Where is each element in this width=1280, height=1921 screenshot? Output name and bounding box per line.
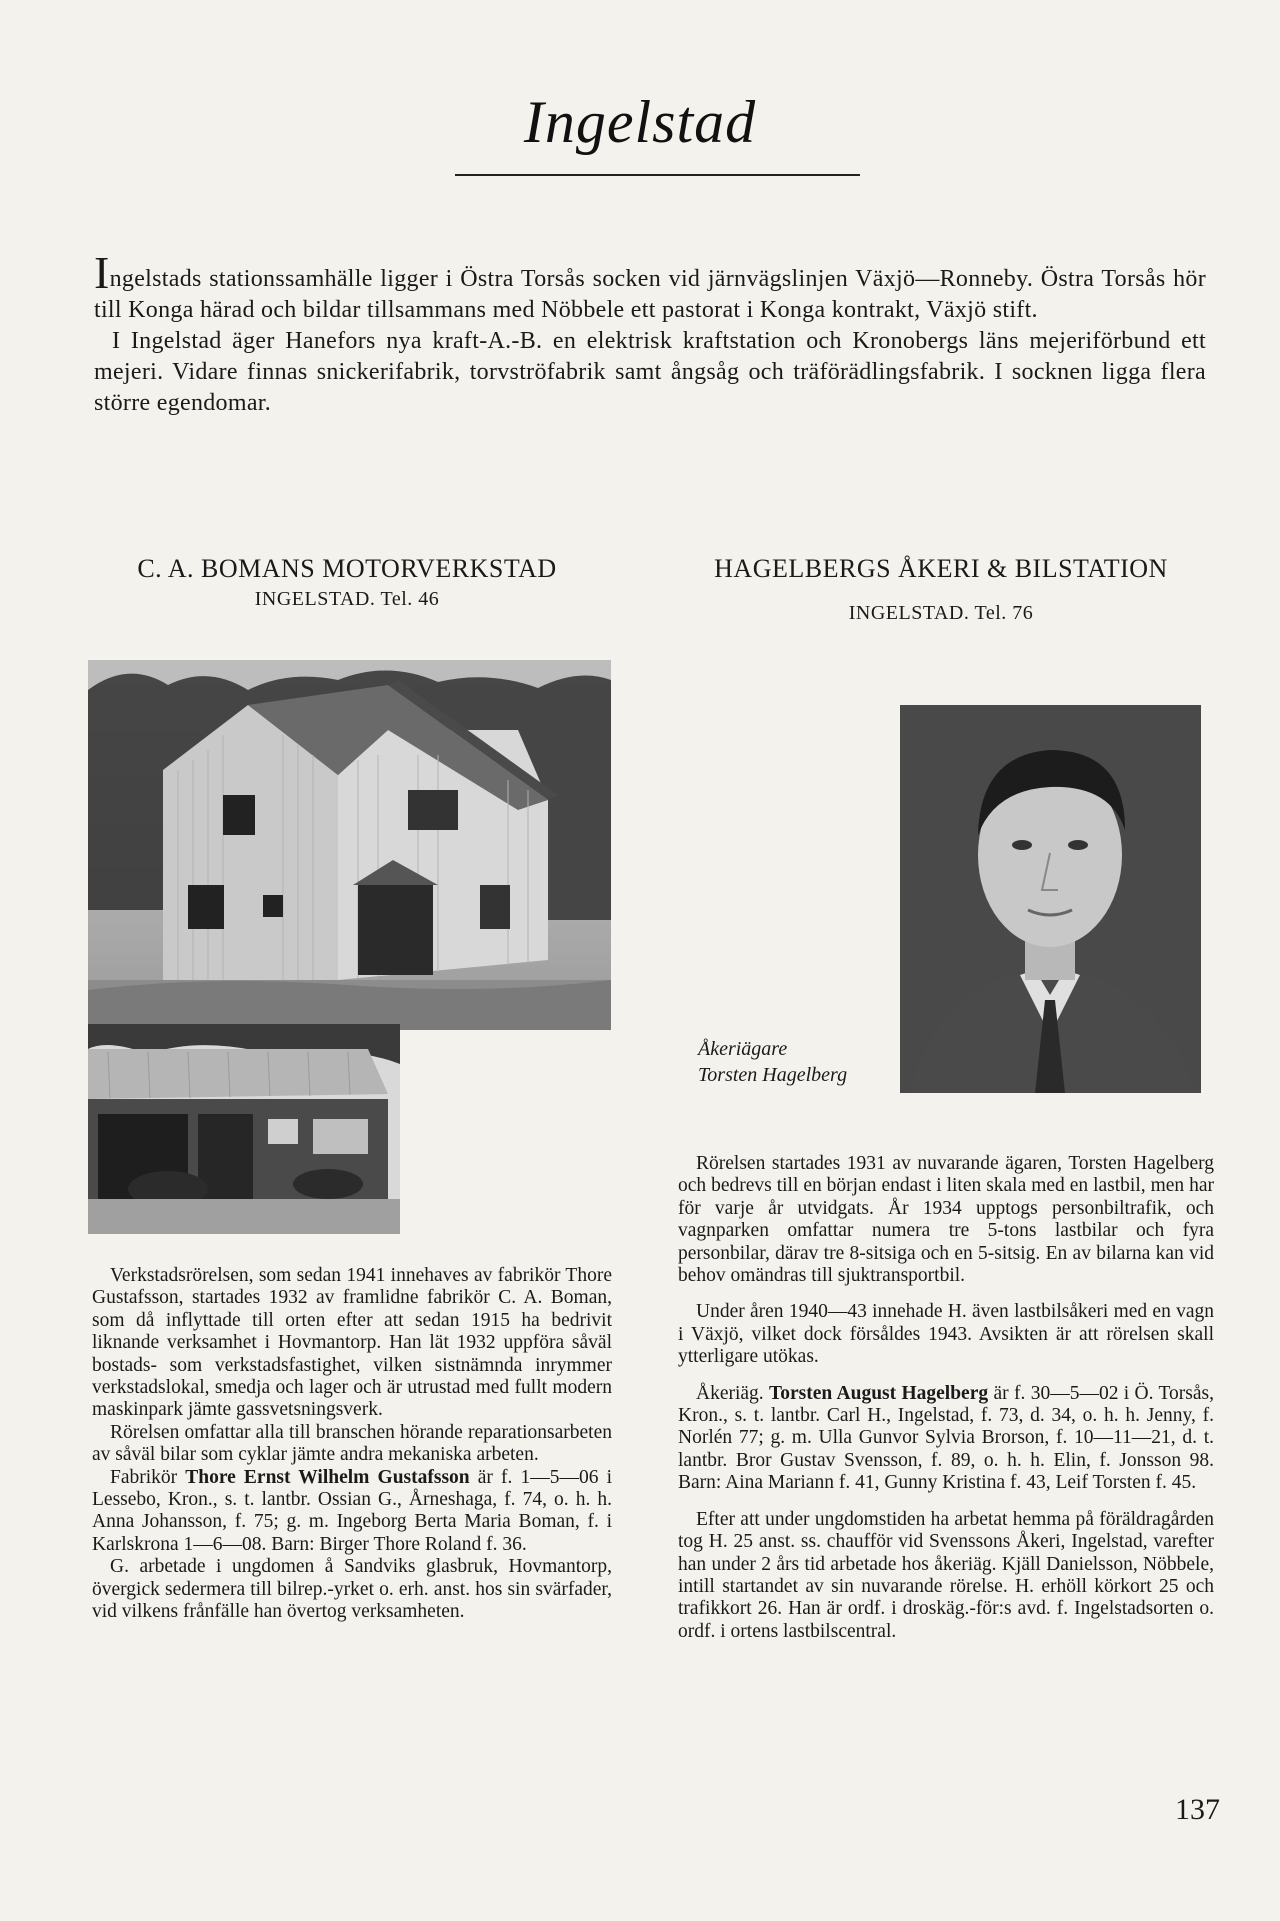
right-p3-prefix: Åkeriäg. [696,1382,764,1404]
left-paragraph-3 [92,1467,612,1557]
left-paragraph-4: G. arbetade i ungdomen å Sandviks glasbruk, Hovmantorp, övergick sedermera till bilrep.-yrket o. erh. anst. hos sin svärfader, vid vilkens frånfälle han övertog verksamheten. [92,1556,612,1623]
page-number: 137 [1175,1793,1220,1826]
left-paragraph-1: Verkstadsrörelsen, som sedan 1941 innehaves av fabrikör Thore Gustafsson, startades 1932 av framlidne fabrikör C. A. Boman, som då inflyttade till orten efter att sedan 1915 ha bedrivit liknande verksamhet i Hovmantorp. Han lät 1932 uppföra såväl bostads- som verkstadsfastighet, vilken sistnämnda inrymmer verkstadslokal, smedja och lager och är utrustad med fullt modern maskinpark jämte gassvetsningsverk. [92,1265,612,1421]
right-column-text [678,1153,1214,1643]
left-p3-text: är f. 1—5—06 i Lessebo, Kron., s. t. lantbr. Ossian G., Årneshaga, f. 74, o. h. h. Anna Johansson, f. 75; g. m. Ingeborg Berta Maria Boman, f. i Karlskrona 1—6—08. Barn: Birger Thore Roland f. 36. [92,1466,613,1555]
intro-paragraph-1 [94,247,1206,326]
intro-paragraph-2: I Ingelstad äger Hanefors nya kraft-A.-B. en elektrisk kraftstation och Kronobergs läns mejeriförbund ett mejeri. Vidare finnas snickerifabrik, torvströfabrik samt ångsåg och träförädlingsfabrik. I socknen ligga flera större egendomar. [94,328,1206,416]
left-company-header [94,554,600,611]
portrait-caption [698,1036,898,1088]
left-company-phone: INGELSTAD. Tel. 46 [254,588,440,610]
intro-paragraph-1-text: ngelstads stationssamhälle ligger i Östra Torsås socken vid järnvägslinjen Växjö—Ronneby. Östra Torsås hör till Konga härad och bildar tillsammans med Nöbbele ett pastorat i Konga kontrakt, Växjö stift. [94,266,1206,323]
right-owner-name: Torsten August Hagelberg [769,1382,989,1404]
page-title: Ingelstad [523,89,757,155]
house-photo [88,660,611,1030]
left-column-text [92,1265,612,1624]
right-paragraph-4: Efter att under ungdomstiden ha arbetat hemma på föräldragården tog H. 25 anst. ss. chaufför vid Svenssons Åkeri, Ingelstad, varefter han under 2 års tid arbetade hos åkeriäg. Kjäll Danielsson, Nöbbele, intill startandet av sin nuvarande rörelse. H. erhöll körkort 25 och trafikkort 26. Han är ordf. i droskäg.-för:s avd. f. Ingelstadsorten o. ordf. i ortens lastbilscentral. [678,1508,1214,1642]
right-paragraph-3 [678,1383,1214,1495]
right-paragraph-1: Rörelsen startades 1931 av nuvarande ägaren, Torsten Hagelberg och bedrevs till en början endast i liten skala med en lastbil, men har för varje år utvidgats. År 1934 upptogs personbiltrafik, och vagnparken omfattar numera tre 5-tons lastbilar och fyra personbilar, därav tre 8-sitsiga och en 5-sitsig. En av bilarna kan vid behov omändras till sjuktransportbil. [678,1153,1214,1287]
left-paragraph-2: Rörelsen omfattar alla till branschen hörande reparationsarbeten av såväl bilar som cyklar jämte andra mekaniska arbeten. [92,1421,612,1466]
garage-photo [88,1024,400,1234]
portrait-photo [900,705,1201,1093]
drop-cap: I [94,247,110,298]
title-divider [455,174,860,176]
right-paragraph-2: Under åren 1940—43 innehade H. även lastbilsåkeri med en vagn i Växjö, vilket dock försåldes 1943. Avsikten är att rörelsen skall ytterligare utökas. [678,1301,1214,1368]
right-p3-text: är f. 30—5—02 i Ö. Torsås, Kron., s. t. lantbr. Carl H., Ingelstad, f. 73, d. 34, o. h. h. Jenny, f. Norlén 77; g. m. Ulla Gunvor Sylvia Brorson, f. 10—11—21, d. t. lantbr. Bror Gustav Svensson, f. 89, o. h. h. Elin, f. Jonsson 98. Barn: Aina Mariann f. 41, Gunny Kristina f. 43, Leif Torsten f. 45. [678,1382,1215,1494]
right-company-name: HAGELBERGS ÅKERI & BILSTATION [714,554,1168,583]
right-company-phone: INGELSTAD. Tel. 76 [848,602,1034,624]
caption-title: Åkeriägare [698,1038,788,1060]
left-company-name: C. A. BOMANS MOTORVERKSTAD [137,554,557,583]
left-owner-name: Thore Ernst Wilhelm Gustafsson [185,1466,470,1488]
right-company-header [668,554,1214,625]
caption-name: Torsten Hagelberg [698,1064,848,1086]
left-p3-prefix: Fabrikör [110,1466,178,1488]
intro-text [94,247,1206,419]
